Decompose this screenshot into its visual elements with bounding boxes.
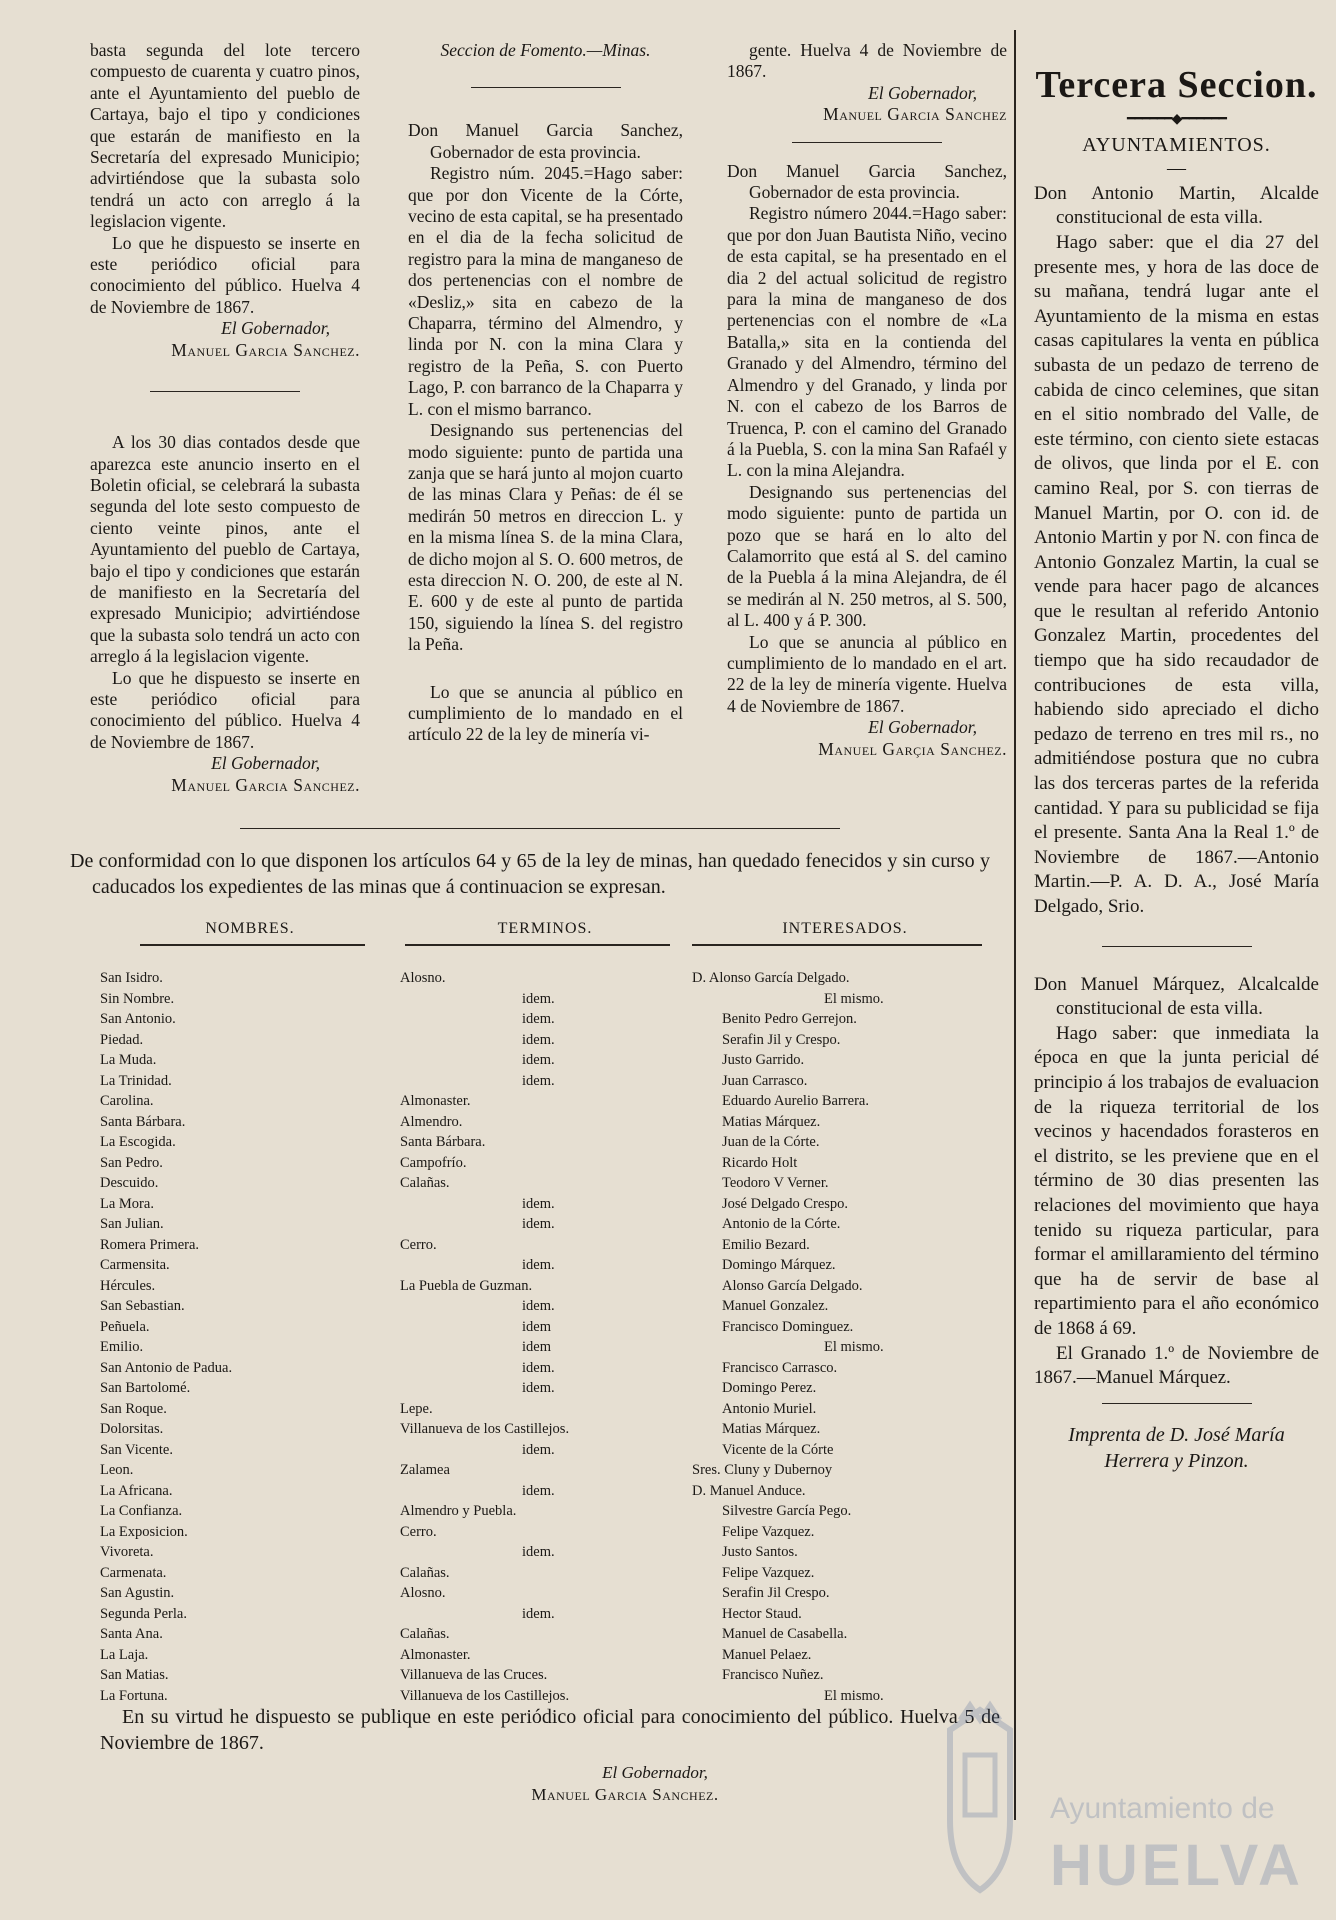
mine-name-row: San Pedro. xyxy=(100,1154,163,1171)
mine-name-row: La Fortuna. xyxy=(100,1687,168,1704)
col1-signature2-title: El Gobernador, xyxy=(211,753,320,774)
mine-name-row: San Julian. xyxy=(100,1216,164,1232)
closing-text: En su virtud he dispuesto se publique en este periódico oficial para conocimiento del público. Huelva 5 de Noviembre de 1867. xyxy=(100,1706,1000,1754)
col1-divider xyxy=(150,391,300,392)
section-subhead-ayuntamientos: AYUNTAMIENTOS. xyxy=(1082,133,1271,156)
mine-name-row: La Escogida. xyxy=(100,1134,176,1150)
mine-name-row: La Muda. xyxy=(100,1052,157,1068)
mine-term-row: Alosno. xyxy=(400,970,446,986)
mine-term-row: idem. xyxy=(522,1359,555,1376)
mine-interested-row: Sres. Cluny y Dubernoy xyxy=(692,1462,833,1478)
mine-interested-row: Matias Márquez. xyxy=(722,1421,821,1437)
mine-name-row: La Confianza. xyxy=(100,1503,183,1519)
column-4 xyxy=(1034,62,1319,1474)
col1-paragraph-2: Lo que he dispuesto se inserte en este periódico oficial para conocimiento del público. Huelva 4 de Noviembre de 1867. xyxy=(90,232,360,317)
col2-paragraph-1: Don Manuel Garcia Sanchez, Gobernador de esta provincia. xyxy=(408,120,683,162)
mine-term-row: idem. xyxy=(522,1072,555,1089)
mine-term-row: Villanueva de las Cruces. xyxy=(400,1667,548,1683)
mine-name-row: Santa Bárbara. xyxy=(100,1113,186,1130)
col4-divider-2 xyxy=(1102,1403,1252,1404)
section-title-tercera: Tercera Seccion. xyxy=(1035,64,1318,106)
mine-term-row: idem. xyxy=(522,1544,555,1560)
col2-paragraph-3: Designando sus pertenencias del modo siguiente: punto de partida una zanja que se hará junto al mojon cuarto de las minas Clara y Peñas: de él se medirán 50 metros en direccion L. y en la misma línea S. de la mina Clara, de dicho mojon al S. O. 600 metros, de esta direccion N. O. 200, de este al N. E. 600 y de este al punto de partida 150, siguiendo la línea S. del registro la Peña. xyxy=(408,420,683,655)
table-header-terminos: TERMINOS. xyxy=(497,920,593,937)
column-3 xyxy=(727,40,1007,760)
mine-name-row: San Isidro. xyxy=(100,970,163,986)
mine-term-row: idem. xyxy=(522,1031,555,1048)
col1-signature2-name: Manuel Garcia Sanchez. xyxy=(171,774,360,795)
mine-term-row: Calañas. xyxy=(400,1175,450,1191)
mine-interested-row: D. Manuel Anduce. xyxy=(692,1482,806,1499)
mine-interested-row: Justo Garrido. xyxy=(722,1052,805,1068)
mine-interested-row: Vicente de la Córte xyxy=(722,1441,834,1458)
mine-interested-row: El mismo. xyxy=(824,990,884,1007)
mine-term-row: idem. xyxy=(522,1195,555,1212)
col3-signature2-title: El Gobernador, xyxy=(868,717,977,738)
mine-term-row: Almonaster. xyxy=(400,1646,471,1663)
ornament-divider: ━━━━━━◆━━━━━━ xyxy=(1127,112,1226,127)
col2-paragraph-4: Lo que se anuncia al público en cumplimiento de lo mandado en el artículo 22 de la ley de minería vi- xyxy=(408,681,683,745)
mine-interested-row: Serafin Jil y Crespo. xyxy=(722,1031,841,1048)
mine-name-row: Segunda Perla. xyxy=(100,1605,187,1622)
mine-term-row: Lepe. xyxy=(400,1400,433,1417)
mine-name-row: Romera Primera. xyxy=(100,1236,200,1253)
mine-interested-row: Teodoro V Verner. xyxy=(722,1175,829,1191)
mines-notice-text: De conformidad con lo que disponen los artículos 64 y 65 de la ley de minas, han quedado fenecidos y sin curso y caducados los expedientes de las minas que á continuacion se expresan. xyxy=(70,850,990,898)
mine-term-row: Alosno. xyxy=(400,1585,446,1601)
table-header-rule-1 xyxy=(140,944,365,946)
column-2 xyxy=(408,40,683,746)
mine-name-row: La Africana. xyxy=(100,1482,173,1499)
mine-interested-row: Francisco Nuñez. xyxy=(722,1667,824,1683)
mine-term-row: Almendro. xyxy=(400,1113,463,1130)
closing-signature-name: Manuel Garcia Sanchez. xyxy=(531,1785,719,1804)
mine-interested-row: Felipe Vazquez. xyxy=(722,1564,815,1581)
archive-watermark xyxy=(920,1700,1320,1910)
mine-interested-row: Felipe Vazquez. xyxy=(722,1523,815,1540)
mine-term-row: idem. xyxy=(522,1216,555,1232)
mine-interested-row: Benito Pedro Gerrejon. xyxy=(722,1011,857,1027)
column-separator xyxy=(1014,30,1016,1820)
col1-signature-title: El Gobernador, xyxy=(221,318,330,339)
section-heading-fomento: Seccion de Fomento.—Minas. xyxy=(440,40,651,60)
mine-name-row: Emilio. xyxy=(100,1339,144,1355)
mine-name-row: Piedad. xyxy=(100,1031,144,1048)
col2-divider xyxy=(471,87,621,88)
imprint-line-2: Herrera y Pinzon. xyxy=(1104,1449,1249,1472)
mine-interested-row: Manuel Pelaez. xyxy=(722,1646,812,1663)
mines-notice xyxy=(70,848,990,900)
table-header-rule-2 xyxy=(405,944,670,946)
mine-name-row: Dolorsitas. xyxy=(100,1421,164,1437)
mine-interested-row: Emilio Bezard. xyxy=(722,1236,810,1253)
mine-term-row: idem. xyxy=(522,990,555,1007)
mine-interested-row: Francisco Carrasco. xyxy=(722,1359,838,1376)
mine-interested-row: Silvestre García Pego. xyxy=(722,1503,852,1519)
mine-interested-row: Ricardo Holt xyxy=(722,1154,798,1171)
col3-divider xyxy=(792,142,942,143)
mine-interested-row: Justo Santos. xyxy=(722,1544,798,1560)
watermark-text-line-1: Ayuntamiento de xyxy=(1050,1792,1275,1825)
mine-interested-row: Manuel de Casabella. xyxy=(722,1626,848,1642)
mine-name-row: Carolina. xyxy=(100,1093,154,1109)
mine-terms-list xyxy=(400,968,660,1706)
mine-interested-row: Juan Carrasco. xyxy=(722,1072,808,1089)
mine-interested-row: Antonio de la Córte. xyxy=(722,1216,841,1232)
mine-interested-row: José Delgado Crespo. xyxy=(722,1195,849,1212)
col1-paragraph-4: Lo que he dispuesto se inserte en este periódico oficial para conocimiento del público. Huelva 4 de Noviembre de 1867. xyxy=(90,667,360,752)
col3-paragraph-4: Lo que se anuncia al público en cumplimiento de lo mandado en el art. 22 de la ley de minería vigente. Huelva 4 de Noviembre de 1867. xyxy=(727,631,1007,716)
mine-name-row: San Bartolomé. xyxy=(100,1380,191,1396)
watermark-text-line-2: HUELVA xyxy=(1050,1833,1304,1898)
mine-term-row: Almendro y Puebla. xyxy=(400,1503,517,1519)
mine-interested-row: Francisco Dominguez. xyxy=(722,1318,854,1335)
mine-term-row: idem. xyxy=(522,1298,555,1314)
mine-term-row: Villanueva de los Castillejos. xyxy=(400,1687,570,1704)
mine-interested-row: Domingo Márquez. xyxy=(722,1257,836,1273)
mine-term-row: idem xyxy=(522,1318,551,1335)
coat-of-arms-icon xyxy=(920,1700,1040,1900)
table-header-nombres: NOMBRES. xyxy=(205,920,295,937)
mine-name-row: San Antonio. xyxy=(100,1011,176,1027)
col4-announcement-1-heading: Don Antonio Martin, Alcalde constitucional de esta villa. xyxy=(1034,182,1319,229)
mine-interested-row: D. Alonso García Delgado. xyxy=(692,970,850,986)
mine-term-row: Cerro. xyxy=(400,1236,437,1253)
mine-interested-row: Hector Staud. xyxy=(722,1605,802,1622)
mine-name-row: San Roque. xyxy=(100,1400,167,1417)
mine-name-row: La Exposicion. xyxy=(100,1523,188,1540)
col4-announcement-1-body: Hago saber: que el dia 27 del presente mes, y hora de las doce de su mañana, tendrá lugar ante el Ayuntamiento de la misma en estas casas capitulares la venta en pública subasta de un pedazo de terreno de cabida de cinco celemines, que sitan en el sitio nombrado del Valle, de este término, con ciento siete estacas de olivos, que linda por el E. con camino Real, por S. con tierras de Manuel Martin, por O. con id. de Antonio Martin y por N. con finca de Antonio Gonzalez Martin, la cual se vende para hacer pago de alcances que le resultan al referido Antonio Gonzalez Martin, procedentes del tiempo que ha sido recaudador de contribuciones de esta villa, habiendo sido apreciado el dicho pedazo de terreno en tres mil rs., no admitiéndose postura que no cubra las dos terceras partes de la referida cantidad. Y para su publicidad se fija el presente. Santa Ana la Real 1.º de Noviembre de 1867.—Antonio Martin.—P. A. D. A., José María Delgado, Srio. xyxy=(1034,231,1319,917)
col4-announcement-2-heading: Don Manuel Márquez, Alcalcalde constitucional de esta villa. xyxy=(1034,973,1319,1020)
mine-interested-row: Domingo Perez. xyxy=(722,1380,817,1396)
mine-interested-row: Manuel Gonzalez. xyxy=(722,1298,829,1314)
mine-name-row: San Agustin. xyxy=(100,1585,175,1601)
mine-term-row: idem xyxy=(522,1339,551,1355)
mine-interested-row: Matias Márquez. xyxy=(722,1113,821,1130)
col3-paragraph-2: Registro número 2044.=Hago saber: que por don Juan Bautista Niño, vecino de esta capital, se ha presentado en el dia 2 del actual solicitud de registro para la mina de manganeso de dos pertenencias con el nombre de «La Batalla,» sita en la contienda del Granado y del Almendro, término del Almendro y del Granado, y linda por N. con el cabezo de los Barros de Truenca, P. con el camino del Granado á la Puebla, S. con la mina San Rafaél y L. con la mina Alejandra. xyxy=(727,203,1007,481)
col3-signature-title: El Gobernador, xyxy=(868,82,977,103)
mine-name-row: Vivoreta. xyxy=(100,1544,154,1560)
mine-interested-list xyxy=(692,968,992,1706)
mine-term-row: idem. xyxy=(522,1441,555,1458)
mine-name-row: Santa Ana. xyxy=(100,1626,163,1642)
table-header-interesados: INTERESADOS. xyxy=(782,920,908,937)
col3-paragraph-3: Designando sus pertenencias del modo siguiente: punto de partida un pozo que se hará en lo alto del Calamorrito que está al S. del camino de la Puebla á la mina Alejandra, de él se medirán al N. 250 metros, al S. 500, al L. 400 y á P. 300. xyxy=(727,481,1007,631)
mine-interested-row: Antonio Muriel. xyxy=(722,1400,817,1417)
column-1 xyxy=(90,40,360,796)
col3-paragraph-1: Don Manuel Garcia Sanchez, Gobernador de esta provincia. xyxy=(727,160,1007,203)
mine-name-row: Carmensita. xyxy=(100,1257,170,1273)
mine-term-row: idem. xyxy=(522,1482,555,1499)
mine-term-row: Cerro. xyxy=(400,1523,437,1540)
mine-interested-row: Juan de la Córte. xyxy=(722,1134,820,1150)
mine-term-row: Almonaster. xyxy=(400,1093,471,1109)
mine-name-row: La Laja. xyxy=(100,1646,149,1663)
imprint-line-1: Imprenta de D. José María xyxy=(1068,1423,1285,1446)
mine-term-row: Santa Bárbara. xyxy=(400,1134,486,1150)
mine-name-row: San Vicente. xyxy=(100,1441,173,1458)
mine-name-row: San Matias. xyxy=(100,1667,169,1683)
mine-name-row: La Trinidad. xyxy=(100,1072,172,1089)
mine-term-row: Zalamea xyxy=(400,1462,450,1478)
col3-paragraph-0: gente. Huelva 4 de Noviembre de 1867. xyxy=(727,40,1007,82)
mine-term-row: La Puebla de Guzman. xyxy=(400,1277,533,1294)
mine-term-row: Villanueva de los Castillejos. xyxy=(400,1421,570,1437)
mine-interested-row: Serafin Jil Crespo. xyxy=(722,1585,830,1601)
mine-term-row: idem. xyxy=(522,1011,555,1027)
mine-interested-row: El mismo. xyxy=(824,1339,884,1355)
col4-announcement-2-body: Hago saber: que inmediata la época en que la junta pericial dé principio á los trabajos de evaluacion de la riqueza territorial de los vecinos y hacendados forasteros en el distrito, se les previene que en el término de 30 dias presenten las relaciones del movimiento que haya tenido su riqueza particular, para formar el amillaramiento del término que ha de servir de base al repartimiento para el año económico de 1868 á 69. xyxy=(1034,1022,1319,1339)
col1-paragraph-3: A los 30 dias contados desde que aparezca este anuncio inserto en el Boletin oficial, se celebrará la subasta segunda del lote sesto compuesto de ciento veinte pinos, ante el Ayuntamiento del pueblo de Cartaya, bajo el tipo y condiciones que estarán de manifiesto en la Secretaría del expresado Municipio; advirtiéndose que la subasta solo tendrá un acto con arreglo á la legislacion vigente. xyxy=(90,432,360,667)
mine-name-row: San Antonio de Padua. xyxy=(100,1359,233,1376)
mine-name-row: Peñuela. xyxy=(100,1318,150,1335)
col4-announcement-2-date: El Granado 1.º de Noviembre de 1867.—Manuel Márquez. xyxy=(1034,1342,1319,1389)
col1-signature-name: Manuel Garcia Sanchez. xyxy=(171,339,360,360)
closing-signature-title: El Gobernador, xyxy=(602,1763,708,1782)
mine-term-row: idem. xyxy=(522,1380,555,1396)
mine-name-row: San Sebastian. xyxy=(100,1298,185,1314)
col1-paragraph-1: basta segunda del lote tercero compuesto de cuarenta y cuatro pinos, ante el Ayuntamiento del pueblo de Cartaya, bajo el tipo y condiciones que estarán de manifiesto en la Secretaría del expresado Municipio; advirtiéndose que la subasta solo tendrá un acto con arreglo á la legislacion vigente. xyxy=(90,40,360,232)
closing-signature xyxy=(480,1762,770,1806)
mine-name-row: Leon. xyxy=(100,1462,134,1478)
mine-term-row: idem. xyxy=(522,1257,555,1273)
mine-term-row: Campofrío. xyxy=(400,1154,467,1171)
col2-paragraph-2: Registro núm. 2045.=Hago saber: que por don Vicente de la Córte, vecino de esta capital, se ha presentado en el dia de la fecha solicitud de registro para la mina de manganeso de dos pertenencias con el nombre de «Desliz,» sita en cabezo de la Chaparra, término del Almendro, y linda por N. con la mina Clara y registro de la Peña, S. con Puerto Lago, P. con barranco de la Chaparra y L. con el mismo barranco. xyxy=(408,163,683,419)
mine-interested-row: Eduardo Aurelio Barrera. xyxy=(722,1093,869,1109)
mine-name-row: Carmenata. xyxy=(100,1564,167,1581)
table-header-rule-3 xyxy=(692,944,982,946)
mine-name-row: Hércules. xyxy=(100,1277,156,1294)
mine-interested-row: El mismo. xyxy=(824,1687,884,1704)
mine-term-row: idem. xyxy=(522,1052,555,1068)
notice-divider xyxy=(240,828,840,829)
col3-signature2-name: Manuel Garçia Sanchez. xyxy=(818,738,1007,759)
mine-term-row: Calañas. xyxy=(400,1626,450,1642)
closing-notice xyxy=(100,1704,1000,1756)
col4-divider xyxy=(1102,946,1252,947)
mine-name-row: Descuido. xyxy=(100,1175,159,1191)
mine-names-list xyxy=(100,968,360,1706)
mine-term-row: idem. xyxy=(522,1605,555,1622)
col3-signature-name: Manuel Garcia Sanchez xyxy=(823,104,1007,125)
mine-interested-row: Alonso García Delgado. xyxy=(722,1277,863,1294)
mine-name-row: Sin Nombre. xyxy=(100,990,175,1007)
subhead-dash: — xyxy=(1167,158,1186,180)
mine-term-row: Calañas. xyxy=(400,1564,450,1581)
mine-name-row: La Mora. xyxy=(100,1195,154,1212)
